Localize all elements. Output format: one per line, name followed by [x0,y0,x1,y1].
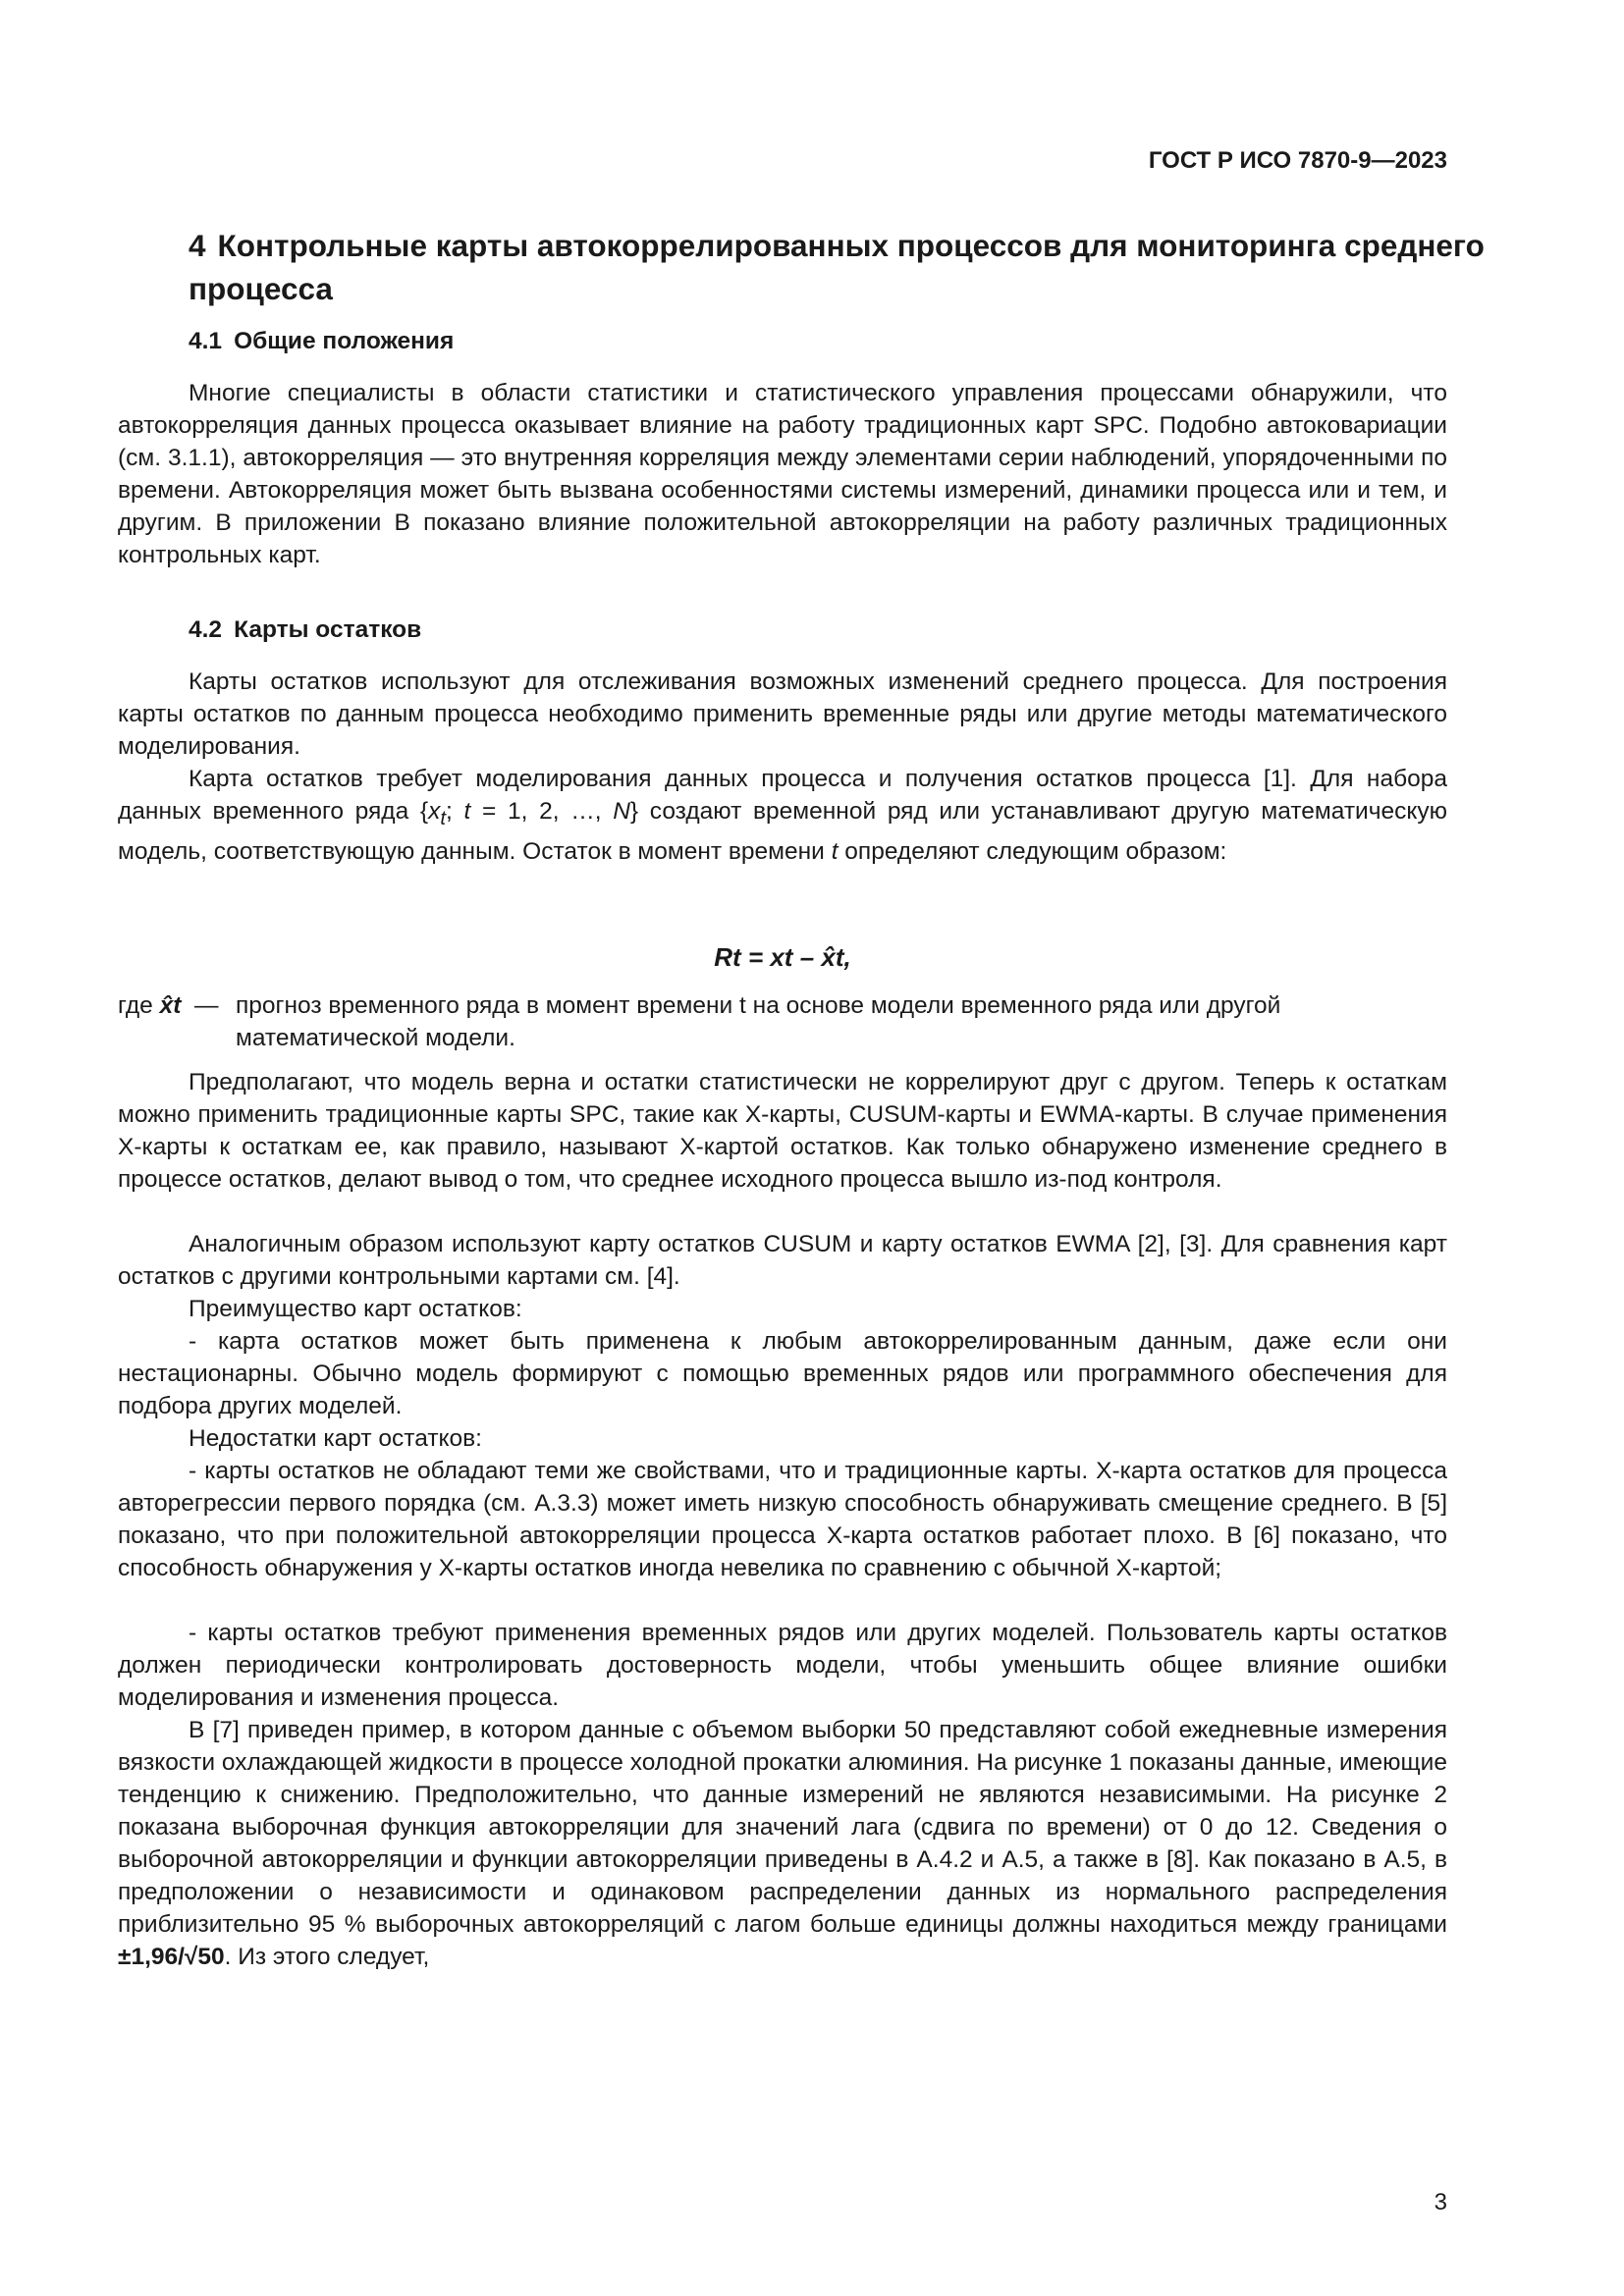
subsection-number: 4.2 [189,616,223,643]
where-symbol: x̂t [159,992,182,1019]
subsection-title: Карты остатков [234,616,422,643]
page-number: 3 [1434,2189,1447,2216]
where-label: где [118,992,153,1019]
where-definition: прогноз временного ряда в момент времени t на основе модели временного ряда или другой математической модели. [236,992,1281,1051]
paragraph-4-2-4: Аналогичным образом используют карту остатков CUSUM и карту остатков EWMA [2], [3]. Для сравнения карт остатков с другими контрольными картами см. [4]. [118,1231,1447,1290]
paragraph-4-2-5: Преимущество карт остатков: [189,1296,522,1322]
paragraph-4-2-3: Предполагают, что модель верна и остатки статистически не коррелируют друг с другом. Теперь к остаткам можно применить традиционные карты SPC, такие как X-карты, CUSUM-карты и EWMA-карты. В случае применения X-карты к остаткам ее, как правило, называют X-картой остатков. Как только обнаружено изменение среднего в процессе остатков, делают вывод о том, что среднее исходного процесса вышло из-под контроля. [118,1069,1447,1193]
subsection-4-1-heading [189,328,454,355]
section-number: 4 [189,228,206,263]
subsection-title: Общие положения [234,328,455,354]
paragraph-4-2-10: В [7] приведен пример, в котором данные с объемом выборки 50 представляют собой ежедневные измерения вязкости охлаждающей жидкости в процессе холодной прокатки алюминия. На рисунке 1 показаны данные, имеющие тенденцию к снижению. Предположительно, что данные измерений не являются независимыми. На рисунке 2 показана выборочная функция автокорреляции для значений лага (сдвига по времени) от 0 до 12. Сведения о выборочной автокорреляции и функции автокорреляции приведены в А.4.2 и А.5, а также в [8]. Как показано в А.5, в предположении о независимости и одинаковом распределении данных из нормального распределения приблизительно 95 % выборочных автокорреляций с лагом больше единицы должны находиться между границами ±1,96/√50. Из этого следует, [118,1717,1447,1970]
list-item-disadvantage-2: - карты остатков требуют применения временных рядов или других моделей. Пользователь карты остатков должен периодически контролировать достоверность модели, чтобы уменьшить общее влияние ошибки моделирования и изменения процесса. [118,1620,1447,1711]
list-item-advantage: - карта остатков может быть применена к любым автокоррелированным данным, даже если они нестационарны. Обычно модель формируют с помощью временных рядов или программного обеспечения для подбора других моделей. [118,1328,1447,1419]
subsection-number: 4.1 [189,328,223,354]
residual-formula: Rt = xt – x̂t, [714,942,851,972]
paragraph-4-2-2: Карта остатков требует моделирования данных процесса и получения остатков процесса [1]. Для набора данных временного ряда {$x_t$; t = 1, 2, …, N} создают временной ряд или устанавливают другую математическую модель, соответствующую данным. Остаток в момент времени t определяют следующим образом: [118,766,1448,865]
section-title: Контрольные карты автокоррелированных процессов для мониторинга среднего процесса [189,228,1485,306]
where-dash: — [194,992,219,1019]
paragraph-4-1-1: Многие специалисты в области статистики и статистического управления процессами обнаружили, что автокорреляция данных процесса оказывает влияние на работу традиционных карт SPC. Подобно автоковариации (см. 3.1.1), автокорреляция — это внутренняя корреляция между элементами серии наблюдений, упорядоченными по времени. Автокорреляция может быть вызвана особенностями системы измерений, динамики процесса или и тем, и другим. В приложении В показано влияние положительной автокорреляции на работу различных традиционных контрольных карт. [118,380,1447,568]
document-header: ГОСТ Р ИСО 7870-9—2023 [1148,147,1447,174]
section-4-heading [189,224,1504,310]
paragraph-4-2-7: Недостатки карт остатков: [189,1425,482,1452]
subsection-4-2-heading [189,616,421,644]
list-item-disadvantage-1: - карты остатков не обладают теми же свойствами, что и традиционные карты. X-карта остатков для процесса авторегрессии первого порядка (см. А.3.3) может иметь низкую способность обнаруживать смещение среднего. В [5] показано, что при положительной автокорреляции процесса X-карта остатков работает плохо. В [6] показано, что способность обнаружения у X-карты остатков иногда невелика по сравнению с обычной X-картой; [118,1458,1447,1581]
paragraph-4-2-1: Карты остатков используют для отслеживания возможных изменений среднего процесса. Для построения карты остатков по данным процесса необходимо применить временные ряды или другие методы математического моделирования. [118,668,1447,760]
bound-expression: ±1,96/√50 [118,1944,225,1970]
